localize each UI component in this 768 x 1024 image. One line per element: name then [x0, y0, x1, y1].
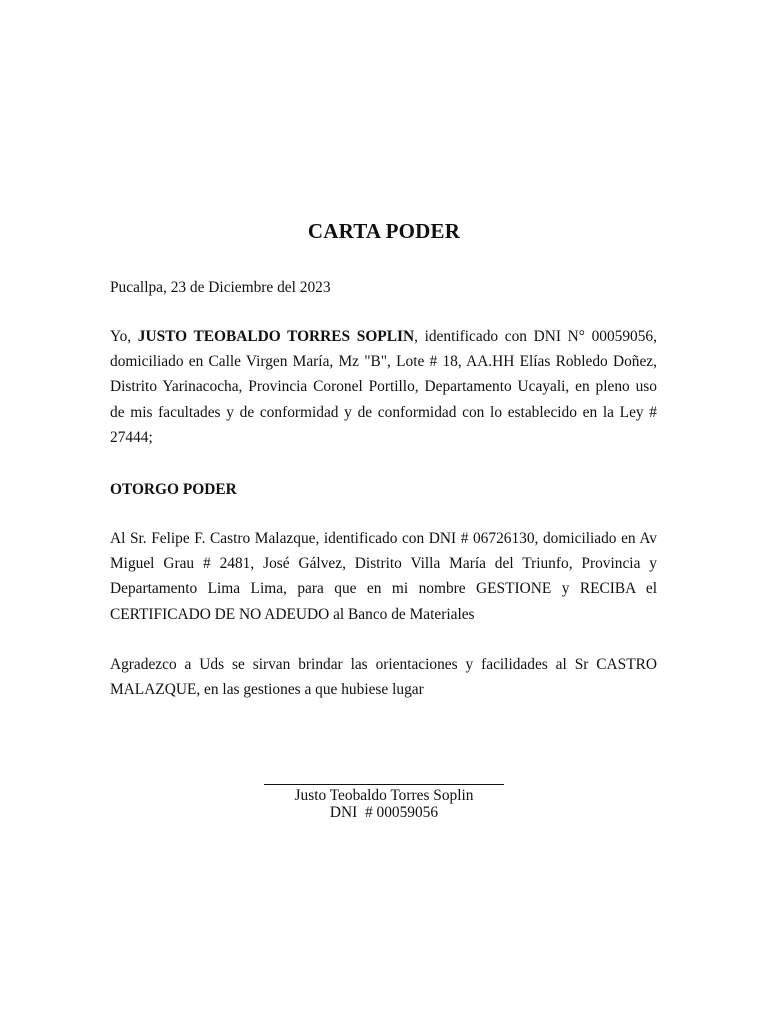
date-line: Pucallpa, 23 de Diciembre del 2023	[110, 279, 331, 296]
grantor-paragraph	[110, 324, 657, 450]
document-title: CARTA PODER	[307, 219, 461, 243]
grant-heading: OTORGO PODER	[110, 481, 237, 498]
attorney-paragraph: Al Sr. Felipe F. Castro Malazque, identificado con DNI # 06726130, domiciliado en Av Miguel Grau # 2481, José Gálvez, Distrito Villa María del Triunfo, Provincia y Departamento Lima Lima, para que en mi nombre GESTIONE y RECIBA el CERTIFICADO DE NO ADEUDO al Banco de Materiales	[110, 530, 657, 623]
grantor-name: JUSTO TEOBALDO TORRES SOPLIN	[137, 328, 415, 345]
thanks-paragraph: Agradezco a Uds se sirvan brindar las orientaciones y facilidades al Sr CASTRO MALAZQUE, en las gestiones a que hubiese lugar	[110, 656, 657, 699]
signature-dni: DNI # 00059056	[329, 804, 439, 821]
signature-block	[264, 784, 504, 821]
grantor-paragraph-prefix: Yo,	[110, 328, 138, 345]
signature-line	[264, 784, 504, 785]
grantor-paragraph-body: , identificado con DNI N° 00059056, domiciliado en Calle Virgen María, Mz "B", Lote # 18, AA.HH Elías Robledo Doñez, Distrito Yarinacocha, Provincia Coronel Portillo, Departamento Ucayali, en pleno uso de mis facultades y de conformidad y de conformidad con lo establecido en la Ley # 27444;	[110, 328, 657, 446]
signature-name: Justo Teobaldo Torres Soplin	[294, 787, 474, 804]
